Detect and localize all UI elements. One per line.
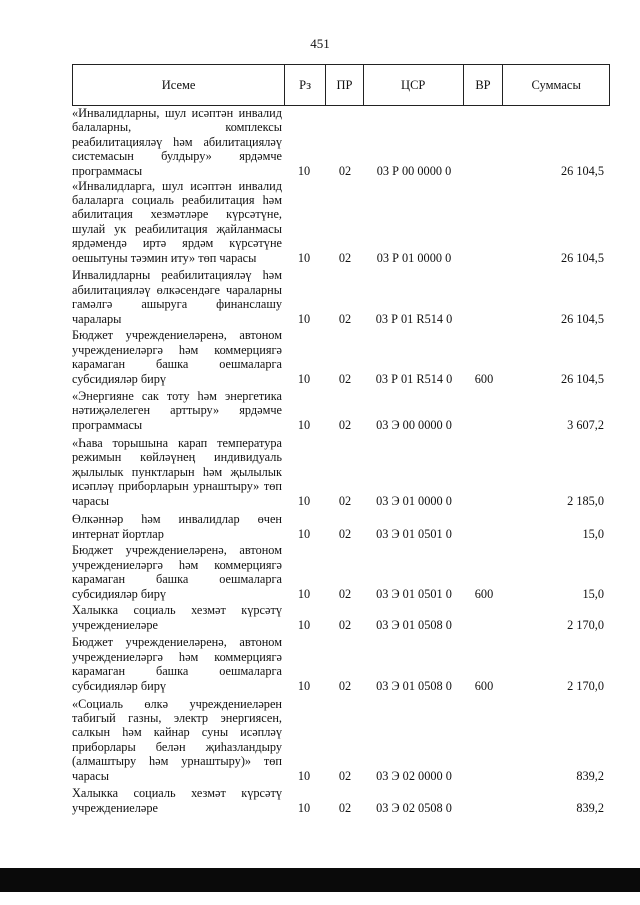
table-row bbox=[72, 178, 610, 265]
table-row bbox=[72, 601, 610, 632]
header-name: Исеме bbox=[73, 65, 285, 105]
row-sum: 15,0 bbox=[582, 526, 604, 541]
header-pr: ПР bbox=[326, 65, 364, 105]
row-name: «Инвалидларга, шул исәптән инвалид балаларга социаль реабилитация һәм абилитация хезмәтләре күрсәтүне, шулай ук реабилитация җайланмасы ярдәмендә иртә ярдәм күрсәтүне оешытуны тәэмин иту» төп чарасы bbox=[72, 178, 282, 265]
row-csr: 03 Э 01 0508 0 bbox=[376, 678, 452, 693]
table-row bbox=[72, 265, 610, 326]
row-pr: 02 bbox=[338, 768, 352, 783]
row-sum: 3 607,2 bbox=[567, 417, 604, 432]
row-csr: 03 Э 01 0000 0 bbox=[376, 493, 452, 508]
header-sum: Суммасы bbox=[531, 77, 581, 92]
table-row bbox=[72, 326, 610, 386]
row-name: Халыкка социаль хезмәт күрсәтү учреждениеләре bbox=[72, 786, 282, 815]
table-row bbox=[72, 386, 610, 432]
row-sum: 2 170,0 bbox=[567, 678, 604, 693]
row-sum: 26 104,5 bbox=[560, 311, 604, 326]
row-rz: 10 bbox=[297, 768, 311, 783]
row-vr: 600 bbox=[474, 586, 494, 601]
row-vr: 600 bbox=[474, 678, 494, 693]
scan-border-bar bbox=[0, 868, 640, 892]
row-csr: 03 Р 01 R514 0 bbox=[375, 371, 453, 386]
row-csr: 03 Р 01 R514 0 bbox=[375, 311, 453, 326]
row-name: «Һава торышына карап температура режимын көйләүнең индивидуаль җылылык пунктларын һәм җылылык исәпләү приборларын урнаштыру» төп чарасы bbox=[72, 435, 282, 508]
row-rz: 10 bbox=[297, 617, 311, 632]
header-rz: Рз bbox=[285, 65, 326, 105]
header-csr: ЦСР bbox=[364, 65, 464, 105]
row-sum: 2 185,0 bbox=[567, 493, 604, 508]
row-csr: 03 Э 01 0501 0 bbox=[376, 586, 452, 601]
row-csr: 03 Э 02 0508 0 bbox=[376, 800, 452, 815]
table-row bbox=[72, 508, 610, 541]
row-csr: 03 Р 00 0000 0 bbox=[376, 163, 452, 178]
row-pr: 02 bbox=[338, 371, 352, 386]
row-sum: 839,2 bbox=[576, 800, 604, 815]
table-row bbox=[72, 693, 610, 783]
row-name: Халыкка социаль хезмәт күрсәтү учреждениеләре bbox=[72, 603, 282, 632]
row-rz: 10 bbox=[297, 250, 311, 265]
table-row bbox=[72, 632, 610, 693]
row-rz: 10 bbox=[297, 678, 311, 693]
row-name: Бюджет учреждениеләренә, автоном учреждениеләргә һәм коммерциягә карамаган башка оешмаларга субсидияләр бирү bbox=[72, 635, 282, 693]
row-sum: 26 104,5 bbox=[560, 250, 604, 265]
row-pr: 02 bbox=[338, 617, 352, 632]
row-csr: 03 Э 01 0501 0 bbox=[376, 526, 452, 541]
row-sum: 839,2 bbox=[576, 768, 604, 783]
row-pr: 02 bbox=[338, 311, 352, 326]
row-csr: 03 Э 01 0508 0 bbox=[376, 617, 452, 632]
table-row bbox=[72, 541, 610, 601]
row-sum: 26 104,5 bbox=[560, 163, 604, 178]
row-rz: 10 bbox=[297, 311, 311, 326]
row-csr: 03 Э 00 0000 0 bbox=[376, 417, 452, 432]
row-rz: 10 bbox=[297, 526, 311, 541]
row-name: Бюджет учреждениеләренә, автоном учреждениеләргә һәм коммерциягә карамаган башка оешмаларга субсидияләр бирү bbox=[72, 543, 282, 601]
table-header bbox=[72, 64, 610, 106]
row-pr: 02 bbox=[338, 586, 352, 601]
row-name: Инвалидларны реабилитацияләү һәм абилитацияләү өлкәсендәге чараларны гамәлгә ашыруга финанслашу чаралары bbox=[72, 268, 282, 326]
row-vr: 600 bbox=[474, 371, 494, 386]
row-pr: 02 bbox=[338, 250, 352, 265]
table-row bbox=[72, 105, 610, 178]
row-rz: 10 bbox=[297, 493, 311, 508]
row-sum: 2 170,0 bbox=[567, 617, 604, 632]
row-name: «Энергияне сак тоту һәм энергетика нәтиҗәлелеген арттыру» ярдәмче программасы bbox=[72, 388, 282, 432]
row-pr: 02 bbox=[338, 163, 352, 178]
row-pr: 02 bbox=[338, 417, 352, 432]
row-name: «Социаль өлкә учреждениеләрен табигый газны, электр энергиясен, салкын һәм кайнар суны исәпләү приборлары белән җиһазландыру (алмаштыру һәм урнаштыру)» төп чарасы bbox=[72, 696, 282, 783]
row-rz: 10 bbox=[297, 417, 311, 432]
row-pr: 02 bbox=[338, 800, 352, 815]
row-sum: 26 104,5 bbox=[560, 371, 604, 386]
row-name: «Инвалидларны, шул исәптән инвалид балаларны, комплексы реабилитацияләү һәм абилитацияләү системасын булдыру» ярдәмче программасы bbox=[72, 105, 282, 178]
row-rz: 10 bbox=[297, 800, 311, 815]
table-body bbox=[72, 105, 610, 815]
row-csr: 03 Э 02 0000 0 bbox=[376, 768, 452, 783]
row-pr: 02 bbox=[338, 678, 352, 693]
row-name: Өлкәннәр һәм инвалидлар өчен интернат йортлар bbox=[72, 512, 282, 541]
page-number: 451 bbox=[310, 36, 330, 51]
row-rz: 10 bbox=[297, 371, 311, 386]
header-vr: ВР bbox=[464, 65, 504, 105]
row-pr: 02 bbox=[338, 493, 352, 508]
row-name: Бюджет учреждениеләренә, автоном учреждениеләргә һәм коммерциягә карамаган башка оешмаларга субсидияләр бирү bbox=[72, 328, 282, 386]
row-sum: 15,0 bbox=[582, 586, 604, 601]
row-rz: 10 bbox=[297, 163, 311, 178]
row-rz: 10 bbox=[297, 586, 311, 601]
table-row bbox=[72, 432, 610, 508]
row-pr: 02 bbox=[338, 526, 352, 541]
row-csr: 03 Р 01 0000 0 bbox=[376, 250, 452, 265]
table-row bbox=[72, 783, 610, 815]
